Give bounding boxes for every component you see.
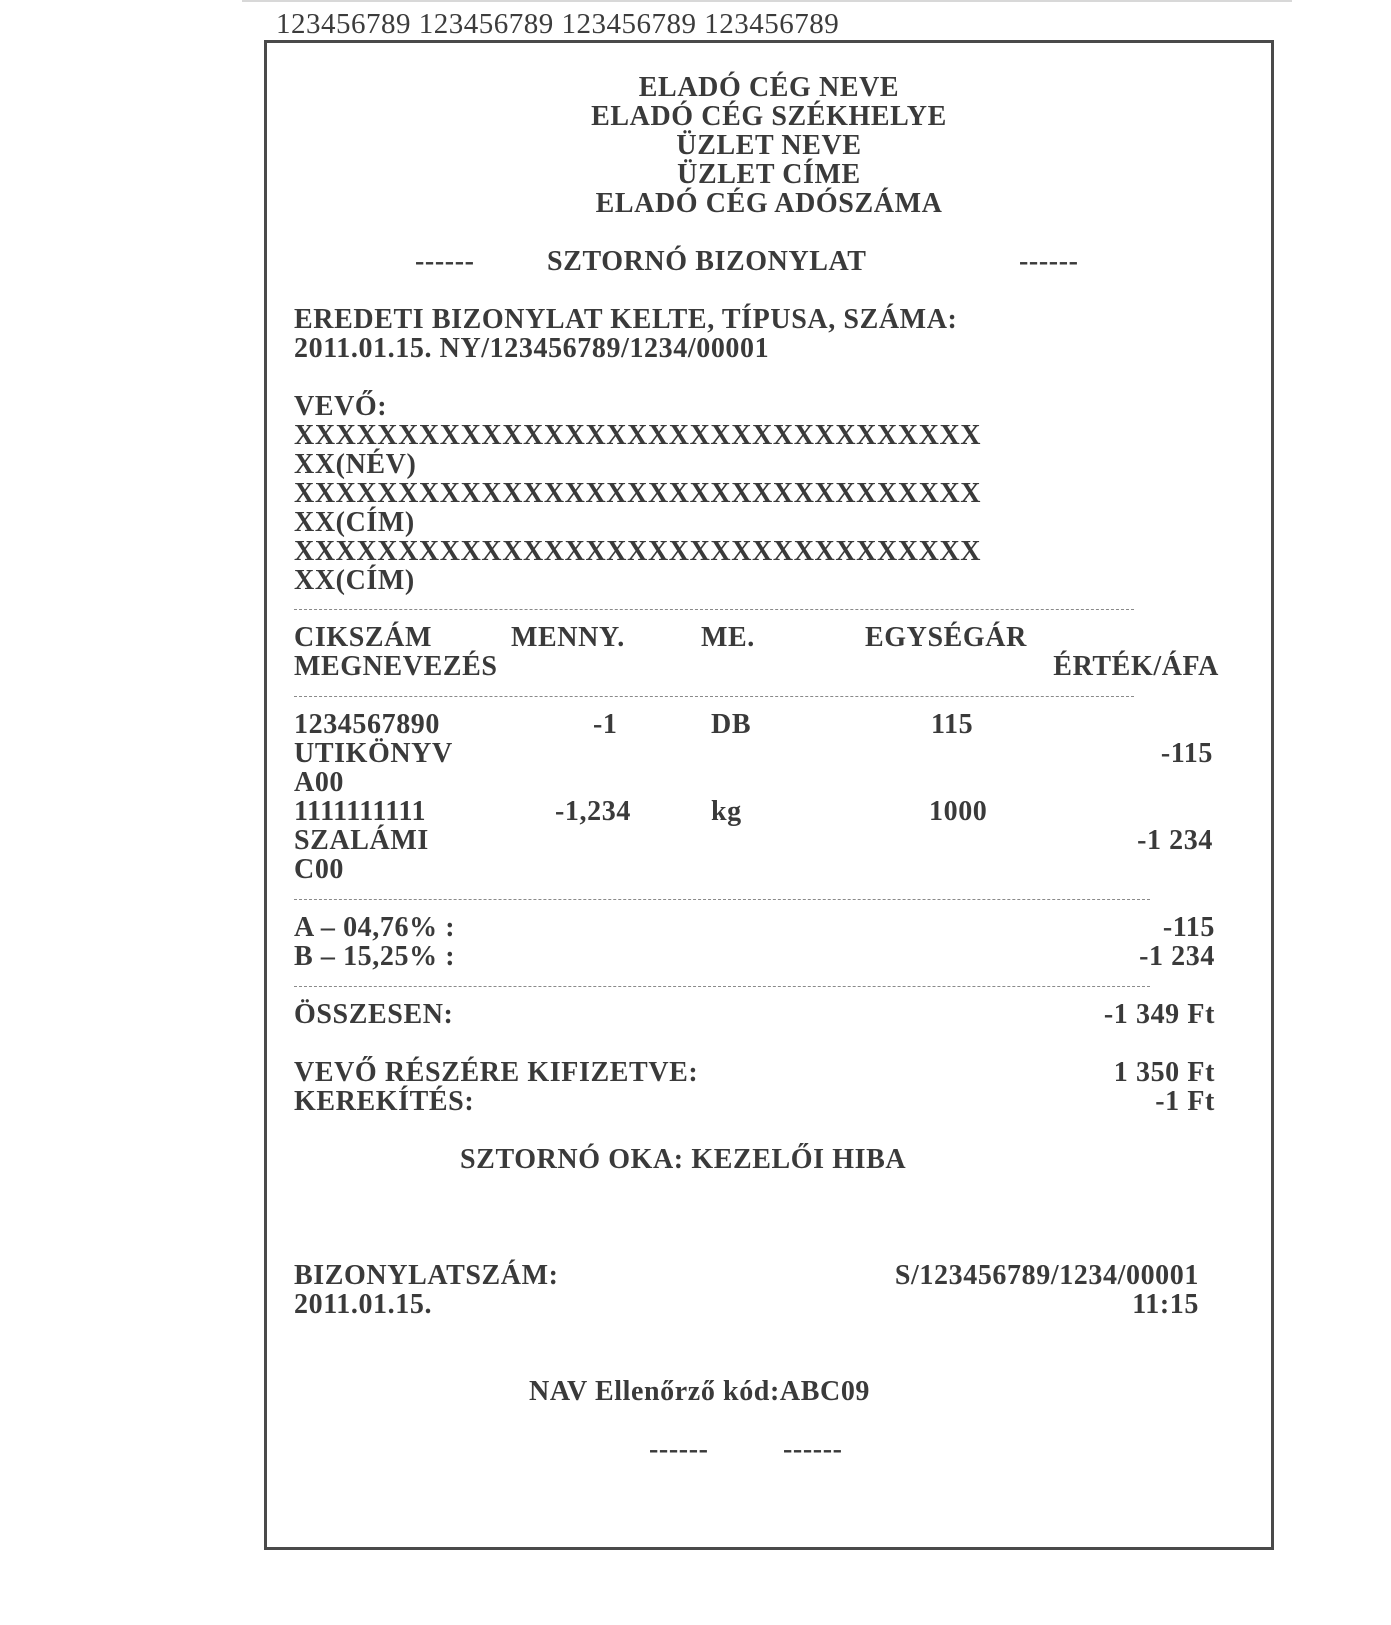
title-dashes-right: ------ [1019,246,1079,277]
col-unit-price: EGYSÉGÁR [865,622,1027,653]
item-code: 1111111111 [294,796,427,827]
item-value: -1 234 [1137,825,1213,856]
top-rule [242,0,1292,2]
storno-reason: SZTORNÓ OKA: KEZELŐI HIBA [460,1144,907,1175]
receipt-time: 11:15 [1132,1289,1199,1320]
buyer-label: VEVŐ: [294,391,388,422]
separator [294,986,1150,987]
character-ruler: 123456789 123456789 123456789 123456789 [276,8,840,40]
vat-summary-label: B – 15,25% : [294,941,456,972]
item-unit: DB [711,709,752,740]
seller-company-name: ELADÓ CÉG NEVE [638,72,900,103]
item-qty: -1 [593,709,618,740]
paid-value: 1 350 Ft [1113,1057,1215,1088]
buyer-address-line-1: XXXXXXXXXXXXXXXXXXXXXXXXXXXXXXXXX [294,478,982,509]
item-vat-code: A00 [294,767,345,798]
seller-tax-number: ELADÓ CÉG ADÓSZÁMA [595,188,943,219]
buyer-name-tail: XX(NÉV) [294,449,417,480]
receipt-date: 2011.01.15. [294,1289,433,1320]
col-qty: MENNY. [511,622,625,653]
col-unit: ME. [701,622,755,653]
total-value: -1 349 Ft [1103,999,1215,1030]
col-item-no: CIKSZÁM [294,622,432,653]
title-dashes-left: ------ [415,246,475,277]
item-name: SZALÁMI [294,825,429,856]
footer-dashes-right: ------ [783,1434,843,1465]
vat-summary-value: -1 234 [1139,941,1215,972]
nav-control-code: NAV Ellenőrző kód:ABC09 [529,1376,871,1407]
original-receipt-value: 2011.01.15. NY/123456789/1234/00001 [294,333,770,364]
shop-address: ÜZLET CÍME [677,159,861,190]
item-vat-code: C00 [294,854,345,885]
col-name: MEGNEVEZÉS [294,651,498,682]
separator [294,609,1134,610]
total-label: ÖSSZESEN: [294,999,454,1030]
seller-company-seat: ELADÓ CÉG SZÉKHELYE [591,101,947,132]
original-receipt-label: EREDETI BIZONYLAT KELTE, TÍPUSA, SZÁMA: [294,304,958,335]
shop-name: ÜZLET NEVE [676,130,862,161]
receipt-title: SZTORNÓ BIZONYLAT [547,246,867,277]
col-value-vat: ÉRTÉK/ÁFA [1053,651,1219,682]
item-unit-price: 1000 [929,796,988,827]
vat-summary-label: A – 04,76% : [294,912,456,943]
receipt-number-label: BIZONYLATSZÁM: [294,1260,559,1291]
buyer-address-tail-2: XX(CÍM) [294,565,415,596]
rounding-label: KEREKÍTÉS: [294,1086,475,1117]
footer-dashes-left: ------ [649,1434,709,1465]
rounding-value: -1 Ft [1155,1086,1215,1117]
separator [294,696,1134,697]
paid-label: VEVŐ RÉSZÉRE KIFIZETVE: [294,1057,699,1088]
storno-receipt [264,40,1274,1550]
item-qty: -1,234 [555,796,631,827]
item-unit: kg [711,796,742,827]
separator [294,899,1150,900]
buyer-address-tail-1: XX(CÍM) [294,507,415,538]
receipt-number-value: S/123456789/1234/00001 [894,1260,1199,1291]
vat-summary-value: -115 [1162,912,1215,943]
item-unit-price: 115 [931,709,974,740]
buyer-name-line: XXXXXXXXXXXXXXXXXXXXXXXXXXXXXXXXX [294,420,982,451]
item-name: UTIKÖNYV [294,738,453,769]
item-code: 1234567890 [294,709,440,740]
buyer-address-line-2: XXXXXXXXXXXXXXXXXXXXXXXXXXXXXXXXX [294,536,982,567]
item-value: -115 [1160,738,1213,769]
